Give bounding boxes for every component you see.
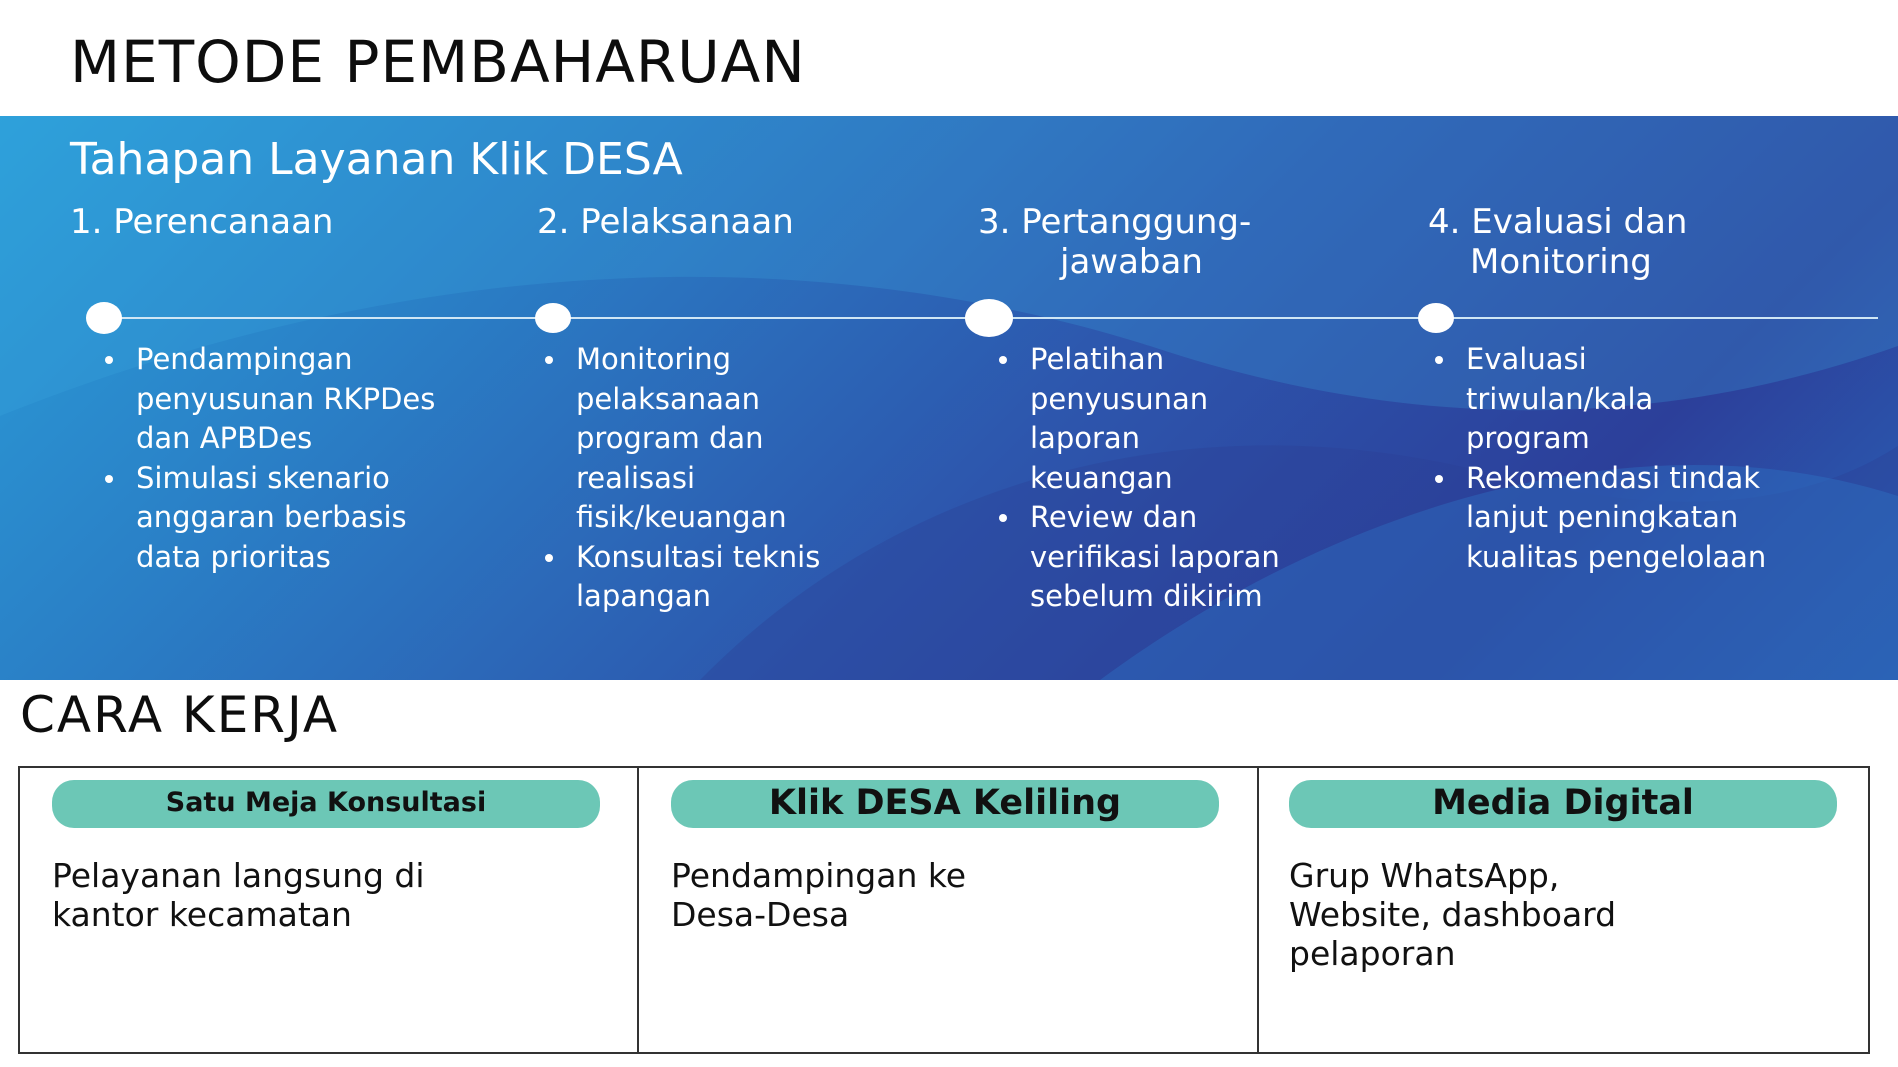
card-label: Klik DESA Keliling bbox=[671, 780, 1219, 828]
timeline-dot-2 bbox=[535, 303, 571, 333]
card-media-digital bbox=[1257, 768, 1868, 1052]
stage-title-pelaksanaan: 2. Pelaksanaan bbox=[537, 202, 794, 242]
stage-bullets-perencanaan bbox=[102, 340, 435, 577]
stage-bullets-evaluasi bbox=[1432, 340, 1766, 577]
page-title: METODE PEMBAHARUAN bbox=[70, 28, 806, 96]
stages-banner bbox=[0, 116, 1898, 680]
stage-title-perencanaan: 1. Perencanaan bbox=[70, 202, 334, 242]
stage-title-pertanggungjawaban: 3. Pertanggung- jawaban bbox=[978, 202, 1252, 282]
bullet-item: Review dan verifikasi laporan sebelum dikirim bbox=[996, 498, 1280, 617]
card-keliling bbox=[637, 768, 1257, 1052]
bullet-item: Pelatihan penyusunan laporan keuangan bbox=[996, 340, 1280, 498]
card-satu-meja bbox=[20, 768, 637, 1052]
timeline-dot-3 bbox=[965, 299, 1013, 337]
timeline-dot-1 bbox=[86, 302, 122, 334]
card-label: Media Digital bbox=[1289, 780, 1837, 828]
stage-bullets-pelaksanaan bbox=[542, 340, 820, 617]
banner-title: Tahapan Layanan Klik DESA bbox=[70, 134, 683, 185]
card-label: Satu Meja Konsultasi bbox=[52, 780, 600, 828]
card-description: Grup WhatsApp, Website, dashboard pelaporan bbox=[1289, 856, 1617, 973]
timeline-dot-4 bbox=[1418, 303, 1454, 333]
stage-title-evaluasi: 4. Evaluasi dan Monitoring bbox=[1428, 202, 1688, 282]
section-title: CARA KERJA bbox=[20, 686, 340, 744]
work-methods-table bbox=[18, 766, 1870, 1054]
bullet-item: Pendampingan penyusunan RKPDes dan APBDes bbox=[102, 340, 435, 459]
card-description: Pelayanan langsung di kantor kecamatan bbox=[52, 856, 425, 934]
stage-bullets-pertanggungjawaban bbox=[996, 340, 1280, 617]
bullet-item: Evaluasi triwulan/kala program bbox=[1432, 340, 1766, 459]
bullet-item: Monitoring pelaksanaan program dan realisasi fisik/keuangan bbox=[542, 340, 820, 538]
bullet-item: Konsultasi teknis lapangan bbox=[542, 538, 820, 617]
bullet-item: Rekomendasi tindak lanjut peningkatan kualitas pengelolaan bbox=[1432, 459, 1766, 578]
card-description: Pendampingan ke Desa-Desa bbox=[671, 856, 967, 934]
bullet-item: Simulasi skenario anggaran berbasis data prioritas bbox=[102, 459, 435, 578]
